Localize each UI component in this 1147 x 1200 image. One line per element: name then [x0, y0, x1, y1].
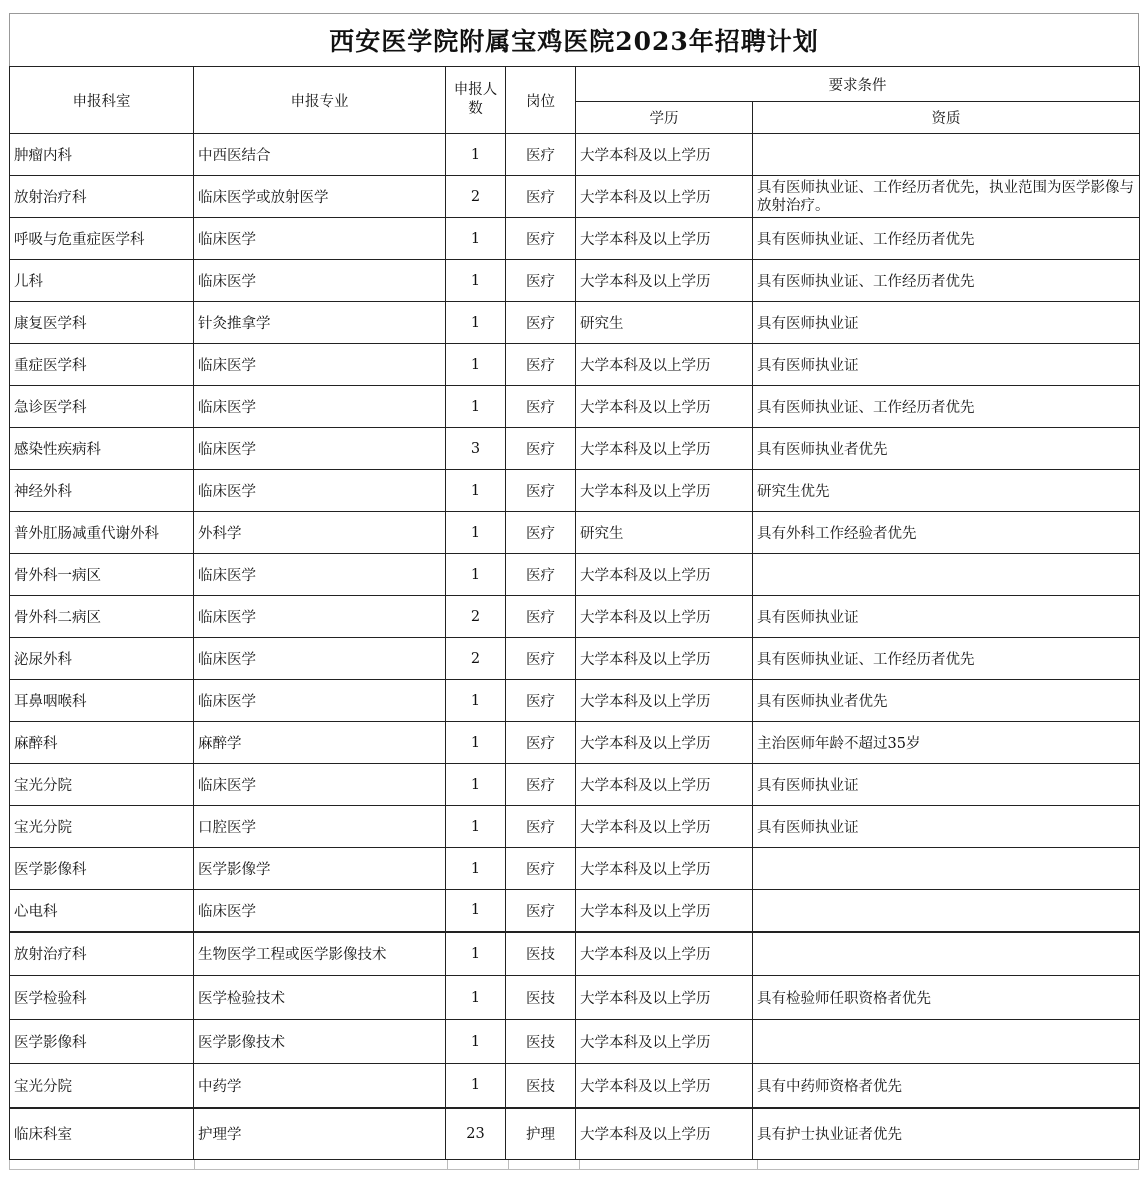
cell-education: 大学本科及以上学历 — [576, 470, 753, 512]
cell-count: 23 — [446, 1108, 506, 1160]
cell-post: 医疗 — [506, 596, 576, 638]
cell-dept: 宝光分院 — [10, 1064, 194, 1108]
cell-post: 医疗 — [506, 260, 576, 302]
table-row — [10, 638, 1140, 680]
header-requirements: 要求条件 — [576, 67, 1140, 102]
cell-education: 大学本科及以上学历 — [576, 1020, 753, 1064]
cell-count: 1 — [446, 806, 506, 848]
cell-dept: 骨外科一病区 — [10, 554, 194, 596]
cell-post: 医疗 — [506, 722, 576, 764]
table-row — [10, 680, 1140, 722]
cell-count: 1 — [446, 302, 506, 344]
cell-dept: 泌尿外科 — [10, 638, 194, 680]
table-row — [10, 596, 1140, 638]
cell-post: 医疗 — [506, 554, 576, 596]
cell-major: 临床医学 — [194, 680, 446, 722]
cell-dept: 神经外科 — [10, 470, 194, 512]
cell-post: 医疗 — [506, 764, 576, 806]
cell-education: 大学本科及以上学历 — [576, 806, 753, 848]
table-row — [10, 1020, 1140, 1064]
cell-education: 大学本科及以上学历 — [576, 764, 753, 806]
cell-major: 中药学 — [194, 1064, 446, 1108]
cell-qualification: 具有医师执业证 — [753, 596, 1140, 638]
table-row — [10, 806, 1140, 848]
cell-post: 医技 — [506, 976, 576, 1020]
cell-dept: 放射治疗科 — [10, 176, 194, 218]
cell-count: 1 — [446, 1064, 506, 1108]
cell-dept: 麻醉科 — [10, 722, 194, 764]
cell-count: 1 — [446, 218, 506, 260]
cell-major: 医学影像技术 — [194, 1020, 446, 1064]
cell-major: 临床医学 — [194, 428, 446, 470]
cell-qualification: 具有医师执业证、工作经历者优先 — [753, 638, 1140, 680]
cell-dept: 急诊医学科 — [10, 386, 194, 428]
cell-post: 医疗 — [506, 428, 576, 470]
cell-count: 1 — [446, 848, 506, 890]
cell-qualification — [753, 554, 1140, 596]
cell-qualification: 具有外科工作经验者优先 — [753, 512, 1140, 554]
cell-post: 医疗 — [506, 386, 576, 428]
cell-post: 医技 — [506, 932, 576, 976]
cell-dept: 宝光分院 — [10, 806, 194, 848]
table-body — [10, 134, 1140, 1160]
recruitment-table — [9, 66, 1140, 1160]
cell-education: 大学本科及以上学历 — [576, 1108, 753, 1160]
header-count — [446, 67, 506, 134]
cell-count: 1 — [446, 260, 506, 302]
cell-dept: 临床科室 — [10, 1108, 194, 1160]
cell-major: 医学影像学 — [194, 848, 446, 890]
cell-dept: 耳鼻咽喉科 — [10, 680, 194, 722]
cell-dept: 肿瘤内科 — [10, 134, 194, 176]
cell-dept: 骨外科二病区 — [10, 596, 194, 638]
table-row — [10, 176, 1140, 218]
title-box — [9, 13, 1139, 66]
cell-post: 医疗 — [506, 890, 576, 932]
table-row — [10, 554, 1140, 596]
table-row — [10, 932, 1140, 976]
cell-qualification: 具有医师执业证、工作经历者优先，执业范围为医学影像与放射治疗。 — [753, 176, 1140, 218]
cell-qualification: 主治医师年龄不超过35岁 — [753, 722, 1140, 764]
cell-post: 医疗 — [506, 176, 576, 218]
cell-count: 2 — [446, 176, 506, 218]
cell-qualification: 具有护士执业证者优先 — [753, 1108, 1140, 1160]
cell-dept: 感染性疾病科 — [10, 428, 194, 470]
cell-education: 大学本科及以上学历 — [576, 428, 753, 470]
cell-education: 研究生 — [576, 302, 753, 344]
table-row — [10, 512, 1140, 554]
cell-dept: 儿科 — [10, 260, 194, 302]
cell-major: 临床医学 — [194, 218, 446, 260]
cell-qualification — [753, 932, 1140, 976]
cell-education: 大学本科及以上学历 — [576, 134, 753, 176]
cell-count: 1 — [446, 386, 506, 428]
cell-post: 医疗 — [506, 344, 576, 386]
cell-count: 1 — [446, 764, 506, 806]
cell-qualification: 具有医师执业证、工作经历者优先 — [753, 218, 1140, 260]
cell-qualification — [753, 890, 1140, 932]
cell-post: 医疗 — [506, 218, 576, 260]
cell-dept: 重症医学科 — [10, 344, 194, 386]
cell-post: 医疗 — [506, 134, 576, 176]
cell-count: 1 — [446, 890, 506, 932]
header-post: 岗位 — [506, 67, 576, 134]
cell-dept: 普外肛肠减重代谢外科 — [10, 512, 194, 554]
cell-qualification: 具有医师执业证、工作经历者优先 — [753, 260, 1140, 302]
cell-dept: 宝光分院 — [10, 764, 194, 806]
table-row — [10, 470, 1140, 512]
cell-count: 1 — [446, 976, 506, 1020]
cell-major: 生物医学工程或医学影像技术 — [194, 932, 446, 976]
table-row — [10, 260, 1140, 302]
cell-count: 1 — [446, 1020, 506, 1064]
cell-count: 1 — [446, 680, 506, 722]
cell-education: 大学本科及以上学历 — [576, 680, 753, 722]
cell-post: 医疗 — [506, 470, 576, 512]
cell-major: 外科学 — [194, 512, 446, 554]
table-row — [10, 134, 1140, 176]
table-row — [10, 386, 1140, 428]
table-row — [10, 218, 1140, 260]
cell-major: 医学检验技术 — [194, 976, 446, 1020]
cell-post: 医疗 — [506, 848, 576, 890]
cell-education: 大学本科及以上学历 — [576, 344, 753, 386]
cell-post: 医技 — [506, 1064, 576, 1108]
cell-qualification: 具有医师执业证 — [753, 764, 1140, 806]
cell-qualification: 具有医师执业者优先 — [753, 680, 1140, 722]
cell-education: 大学本科及以上学历 — [576, 848, 753, 890]
cell-major: 临床医学 — [194, 638, 446, 680]
cell-major: 麻醉学 — [194, 722, 446, 764]
cell-count: 1 — [446, 932, 506, 976]
sheet-footer-gridline — [9, 1160, 1139, 1170]
table-row — [10, 1108, 1140, 1160]
cell-qualification — [753, 134, 1140, 176]
cell-major: 临床医学 — [194, 470, 446, 512]
cell-post: 医疗 — [506, 512, 576, 554]
cell-dept: 医学影像科 — [10, 1020, 194, 1064]
cell-qualification: 具有检验师任职资格者优先 — [753, 976, 1140, 1020]
cell-count: 2 — [446, 638, 506, 680]
cell-qualification: 具有中药师资格者优先 — [753, 1064, 1140, 1108]
table-row — [10, 976, 1140, 1020]
cell-dept: 心电科 — [10, 890, 194, 932]
cell-education: 研究生 — [576, 512, 753, 554]
table-row — [10, 302, 1140, 344]
table-row — [10, 1064, 1140, 1108]
cell-count: 1 — [446, 470, 506, 512]
table-row — [10, 890, 1140, 932]
cell-post: 医疗 — [506, 806, 576, 848]
table-row — [10, 848, 1140, 890]
page-title: 西安医学院附属宝鸡医院2023年招聘计划 — [329, 27, 819, 56]
cell-post: 护理 — [506, 1108, 576, 1160]
cell-education: 大学本科及以上学历 — [576, 722, 753, 764]
table-row — [10, 722, 1140, 764]
cell-major: 口腔医学 — [194, 806, 446, 848]
cell-post: 医疗 — [506, 680, 576, 722]
cell-count: 3 — [446, 428, 506, 470]
cell-major: 临床医学 — [194, 344, 446, 386]
cell-count: 2 — [446, 596, 506, 638]
header-qualification: 资质 — [753, 102, 1140, 134]
cell-count: 1 — [446, 554, 506, 596]
table-row — [10, 428, 1140, 470]
cell-count: 1 — [446, 344, 506, 386]
cell-qualification — [753, 848, 1140, 890]
cell-major: 临床医学 — [194, 764, 446, 806]
cell-post: 医疗 — [506, 638, 576, 680]
cell-education: 大学本科及以上学历 — [576, 260, 753, 302]
header-count-label: 申报人数 — [453, 82, 498, 117]
cell-education: 大学本科及以上学历 — [576, 638, 753, 680]
cell-education: 大学本科及以上学历 — [576, 890, 753, 932]
table-row — [10, 344, 1140, 386]
cell-qualification: 具有医师执业证 — [753, 302, 1140, 344]
cell-qualification: 具有医师执业者优先 — [753, 428, 1140, 470]
cell-dept: 康复医学科 — [10, 302, 194, 344]
cell-dept: 医学影像科 — [10, 848, 194, 890]
cell-education: 大学本科及以上学历 — [576, 976, 753, 1020]
cell-education: 大学本科及以上学历 — [576, 218, 753, 260]
cell-education: 大学本科及以上学历 — [576, 554, 753, 596]
header-dept: 申报科室 — [10, 67, 194, 134]
cell-qualification: 具有医师执业证、工作经历者优先 — [753, 386, 1140, 428]
cell-education: 大学本科及以上学历 — [576, 1064, 753, 1108]
cell-education: 大学本科及以上学历 — [576, 386, 753, 428]
cell-major: 中西医结合 — [194, 134, 446, 176]
cell-major: 临床医学 — [194, 260, 446, 302]
cell-major: 临床医学 — [194, 596, 446, 638]
cell-post: 医疗 — [506, 302, 576, 344]
cell-qualification: 具有医师执业证 — [753, 806, 1140, 848]
cell-dept: 呼吸与危重症医学科 — [10, 218, 194, 260]
cell-major: 临床医学或放射医学 — [194, 176, 446, 218]
cell-major: 针灸推拿学 — [194, 302, 446, 344]
cell-qualification: 研究生优先 — [753, 470, 1140, 512]
table-row — [10, 764, 1140, 806]
cell-education: 大学本科及以上学历 — [576, 932, 753, 976]
cell-count: 1 — [446, 722, 506, 764]
cell-post: 医技 — [506, 1020, 576, 1064]
cell-count: 1 — [446, 134, 506, 176]
recruitment-sheet — [9, 13, 1139, 1170]
cell-count: 1 — [446, 512, 506, 554]
cell-dept: 放射治疗科 — [10, 932, 194, 976]
cell-dept: 医学检验科 — [10, 976, 194, 1020]
cell-education: 大学本科及以上学历 — [576, 596, 753, 638]
header-education: 学历 — [576, 102, 753, 134]
cell-major: 临床医学 — [194, 554, 446, 596]
cell-major: 护理学 — [194, 1108, 446, 1160]
cell-education: 大学本科及以上学历 — [576, 176, 753, 218]
header-major: 申报专业 — [194, 67, 446, 134]
cell-qualification — [753, 1020, 1140, 1064]
cell-qualification: 具有医师执业证 — [753, 344, 1140, 386]
cell-major: 临床医学 — [194, 890, 446, 932]
cell-major: 临床医学 — [194, 386, 446, 428]
